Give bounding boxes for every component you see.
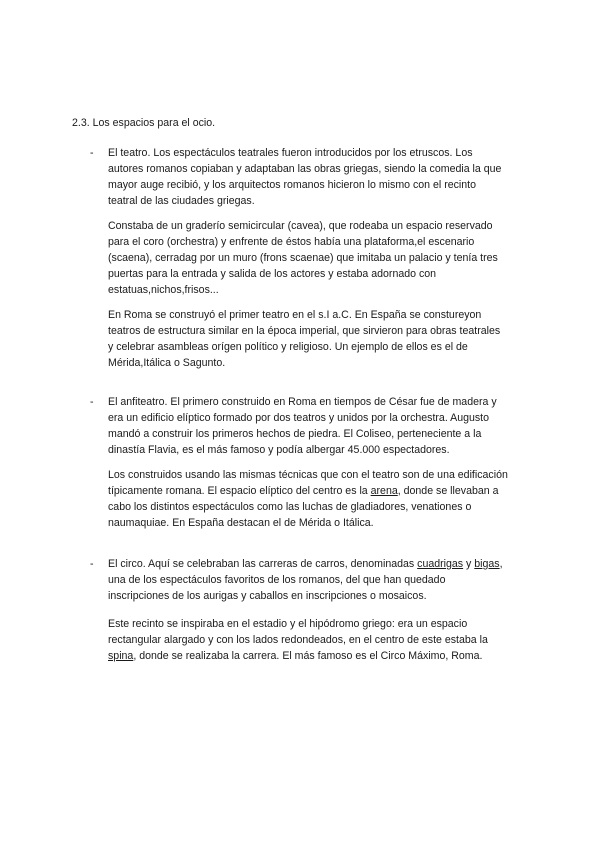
text-line: mandó a construir los primeros hechos de piedra. El Coliseo, perteneciente a la	[108, 428, 482, 440]
text-line: (scaena), cerradag por un muro (frons scaenae) que imitaba un palacio y tenía tres	[108, 252, 498, 264]
text-line: para el coro (orchestra) y enfrente de éstos había una plataforma,el escenario	[108, 236, 475, 248]
text-line: puertas para la entrada y salida de los actores y estaba adornado con	[108, 268, 437, 280]
underlined-term: spina	[108, 650, 134, 662]
text-line: Los construidos usando las mismas técnicas que con el teatro son de una edificación	[108, 469, 508, 481]
text-line: cabo los distintos espectáculos como las luchas de gladiadores, venationes o	[108, 501, 472, 513]
text-line: spina, donde se realizaba la carrera. El más famoso es el Circo Máximo, Roma.	[108, 650, 483, 662]
paragraph	[108, 307, 512, 371]
bullet-dash: -	[90, 396, 94, 408]
text-line: El circo. Aquí se celebraban las carreras de carros, denominadas cuadrigas y bigas,	[108, 558, 503, 570]
underlined-term: cuadrigas	[417, 558, 464, 570]
paragraph	[108, 145, 512, 209]
text-line: naumaquiae. En España destacan el de Mérida o Itálica.	[108, 517, 374, 529]
underlined-term: arena	[370, 485, 398, 497]
paragraph	[108, 394, 512, 458]
text-line: El teatro. Los espectáculos teatrales fueron introducidos por los etruscos. Los	[108, 147, 473, 159]
text-line: Este recinto se inspiraba en el estadio y el hipódromo griego: era un espacio	[108, 618, 468, 630]
text-line: Mérida,Itálica o Sagunto.	[108, 357, 226, 369]
text-line: inscripciones de los aurigas y caballos en inscripciones o mosaicos.	[108, 590, 427, 602]
text-line: El anfiteatro. El primero construido en Roma en tiempos de César fue de madera y	[108, 396, 497, 408]
text-line: autores romanos copiaban y adaptaban las obras griegas, siendo la comedia la que	[108, 163, 502, 175]
text-line: dinastía Flavia, es el más famoso y podía albergar 45.000 espectadores.	[108, 444, 450, 456]
text-line: una de los espectáculos favoritos de los romanos, del que han quedado	[108, 574, 446, 586]
text-line: estatuas,nichos,frisos...	[108, 284, 219, 296]
bullet-dash: -	[90, 147, 94, 159]
paragraph	[108, 467, 512, 531]
text-line: En Roma se construyó el primer teatro en el s.I a.C. En España se constureyon	[108, 309, 482, 321]
paragraph	[108, 556, 512, 604]
text-line: teatros de estructura similar en la época imperial, que sirvieron para obras teatrales	[108, 325, 501, 337]
text-line: y celebrar asambleas orígen político y religioso. Un ejemplo de ellos es el de	[108, 341, 468, 353]
text-line: teatral de las ciudades griegas.	[108, 195, 255, 207]
section-heading: 2.3. Los espacios para el ocio.	[72, 117, 216, 129]
text-line: era un edificio elíptico formado por dos teatros y unidos por la orchestra. Augusto	[108, 412, 490, 424]
paragraph	[108, 218, 512, 298]
text-line: mayor auge recibió, y los arquitectos romanos hicieron lo mismo con el recinto	[108, 179, 477, 191]
text-line: Constaba de un graderío semicircular (cavea), que rodeaba un espacio reservado	[108, 220, 493, 232]
paragraph	[108, 616, 512, 664]
text-line: típicamente romana. El espacio elíptico del centro es la arena, donde se llevaban a	[108, 485, 499, 497]
text-line: rectangular alargado y con los lados redondeados, en el centro de este estaba la	[108, 634, 488, 646]
bullet-dash: -	[90, 558, 94, 570]
underlined-term: bigas	[474, 558, 500, 570]
